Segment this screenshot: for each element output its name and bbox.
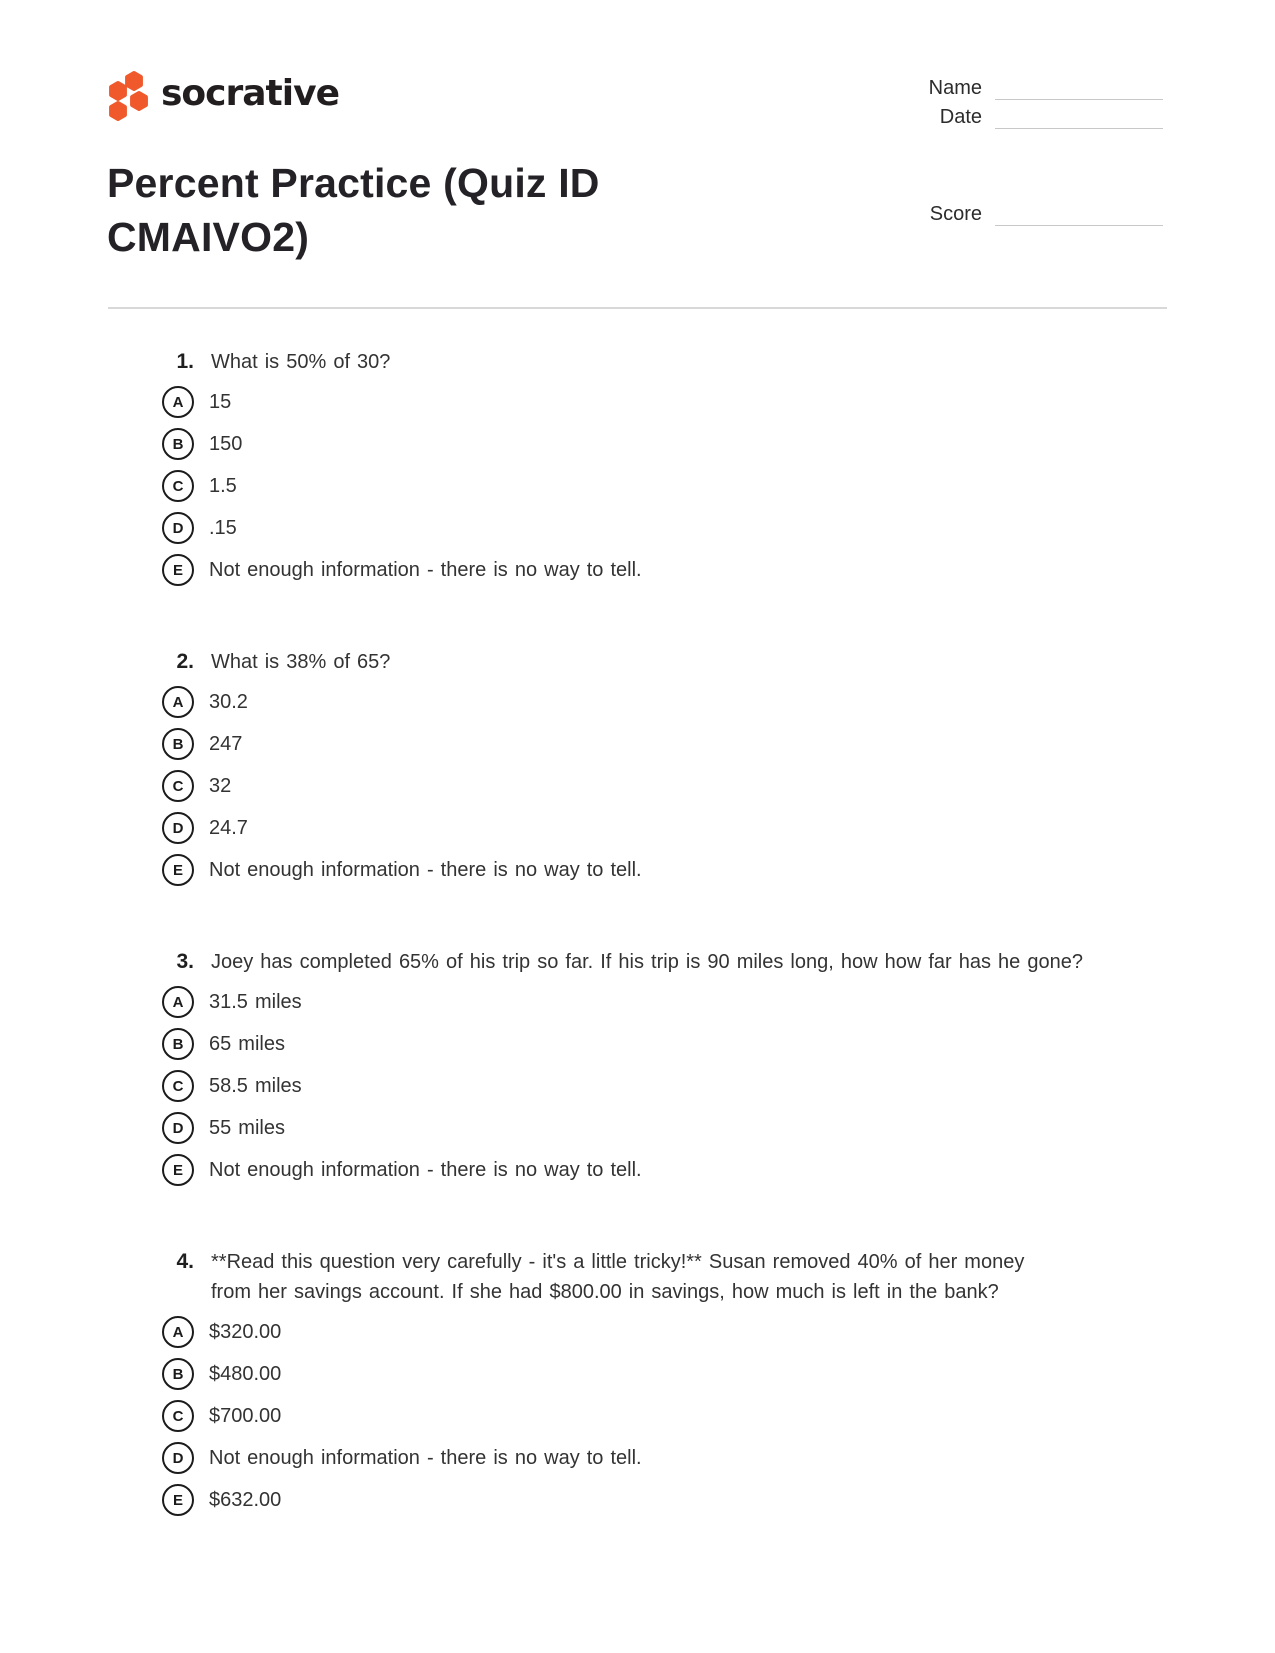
question-row [160,647,1120,677]
answer-bubble: E [162,1484,194,1516]
answer-bubble: A [162,686,194,718]
question-text-line: **Read this question very carefully - it's a little tricky!** Susan removed 40% of her money [211,1251,1025,1273]
score-blank-line [995,203,1163,226]
question-number: 2. [176,650,194,673]
option-text: Not enough information - there is no way to tell. [209,558,642,581]
date-label: Date [939,106,982,128]
answer-bubble: C [162,470,194,502]
option-text: 1.5 [209,474,237,497]
question-text-line: from her savings account. If she had $800.00 in savings, how much is left in the bank? [211,1281,999,1303]
option-text: 31.5 miles [209,990,302,1013]
option-text: 65 miles [209,1032,285,1055]
question-text [211,647,390,677]
question-item [160,1247,1120,1521]
option-row [160,681,1120,723]
option-text: $320.00 [209,1320,282,1343]
question-item [160,947,1120,1191]
option-row [160,723,1120,765]
option-row [160,423,1120,465]
answer-bubble: D [162,812,194,844]
question-text [211,347,390,377]
option-text: $480.00 [209,1362,282,1385]
option-text: 247 [209,732,243,755]
score-field-row [930,200,1163,226]
score-label: Score [929,203,982,225]
question-text [211,947,1083,977]
option-row [160,1107,1120,1149]
question-text [211,1247,1024,1307]
answer-bubble: A [162,986,194,1018]
option-text: $632.00 [209,1488,282,1511]
option-row [160,549,1120,591]
answer-bubble: A [162,1316,194,1348]
option-text: .15 [209,516,237,539]
answer-bubble: B [162,1028,194,1060]
option-row [160,1353,1120,1395]
question-text-line: What is 38% of 65? [211,651,391,673]
page-title-line1: Percent Practice (Quiz ID [107,160,600,206]
option-row [160,1149,1120,1191]
option-text: $700.00 [209,1404,282,1427]
option-row [160,465,1120,507]
name-blank-line [995,77,1163,100]
option-row [160,1023,1120,1065]
answer-bubble: E [162,554,194,586]
name-field-row [929,74,1163,100]
option-row [160,807,1120,849]
question-item [160,647,1120,891]
question-number: 1. [176,350,194,373]
option-text: 30.2 [209,690,248,713]
option-text: Not enough information - there is no way to tell. [209,858,642,881]
answer-bubble: B [162,728,194,760]
option-row [160,381,1120,423]
date-field-row [940,103,1163,129]
option-text: Not enough information - there is no way to tell. [209,1446,642,1469]
option-row [160,1395,1120,1437]
option-row [160,1311,1120,1353]
question-text-line: What is 50% of 30? [211,351,391,373]
option-row [160,849,1120,891]
question-row [160,1247,1120,1307]
option-text: 15 [209,390,232,413]
header-divider [108,307,1167,309]
answer-bubble: C [162,770,194,802]
question-number: 4. [176,1250,194,1273]
answer-bubble: B [162,1358,194,1390]
answer-bubble: D [162,512,194,544]
answer-bubble: D [162,1112,194,1144]
option-text: 55 miles [209,1116,285,1139]
answer-bubble: C [162,1070,194,1102]
option-text: Not enough information - there is no way to tell. [209,1158,642,1181]
option-row [160,765,1120,807]
page-title-line2: CMAIVO2) [107,214,310,260]
option-text: 24.7 [209,816,248,839]
option-row [160,1437,1120,1479]
question-text-line: Joey has completed 65% of his trip so far. If his trip is 90 miles long, how how far has he gone? [211,951,1083,973]
option-text: 58.5 miles [209,1074,302,1097]
date-blank-line [995,106,1163,129]
option-text: 32 [209,774,232,797]
socrative-wordmark: socrative [161,73,339,114]
page-title [107,156,600,264]
option-row [160,1479,1120,1521]
socrative-hexagons-icon [104,68,154,124]
question-list [160,347,1120,1577]
answer-bubble: D [162,1442,194,1474]
question-item [160,347,1120,591]
option-text: 150 [209,432,243,455]
answer-bubble: A [162,386,194,418]
answer-bubble: E [162,854,194,886]
option-row [160,1065,1120,1107]
answer-bubble: B [162,428,194,460]
question-row [160,947,1120,977]
answer-bubble: E [162,1154,194,1186]
question-row [160,347,1120,377]
answer-bubble: C [162,1400,194,1432]
question-number: 3. [176,950,194,973]
name-label: Name [928,77,982,99]
socrative-logo [104,68,339,124]
option-row [160,507,1120,549]
option-row [160,981,1120,1023]
